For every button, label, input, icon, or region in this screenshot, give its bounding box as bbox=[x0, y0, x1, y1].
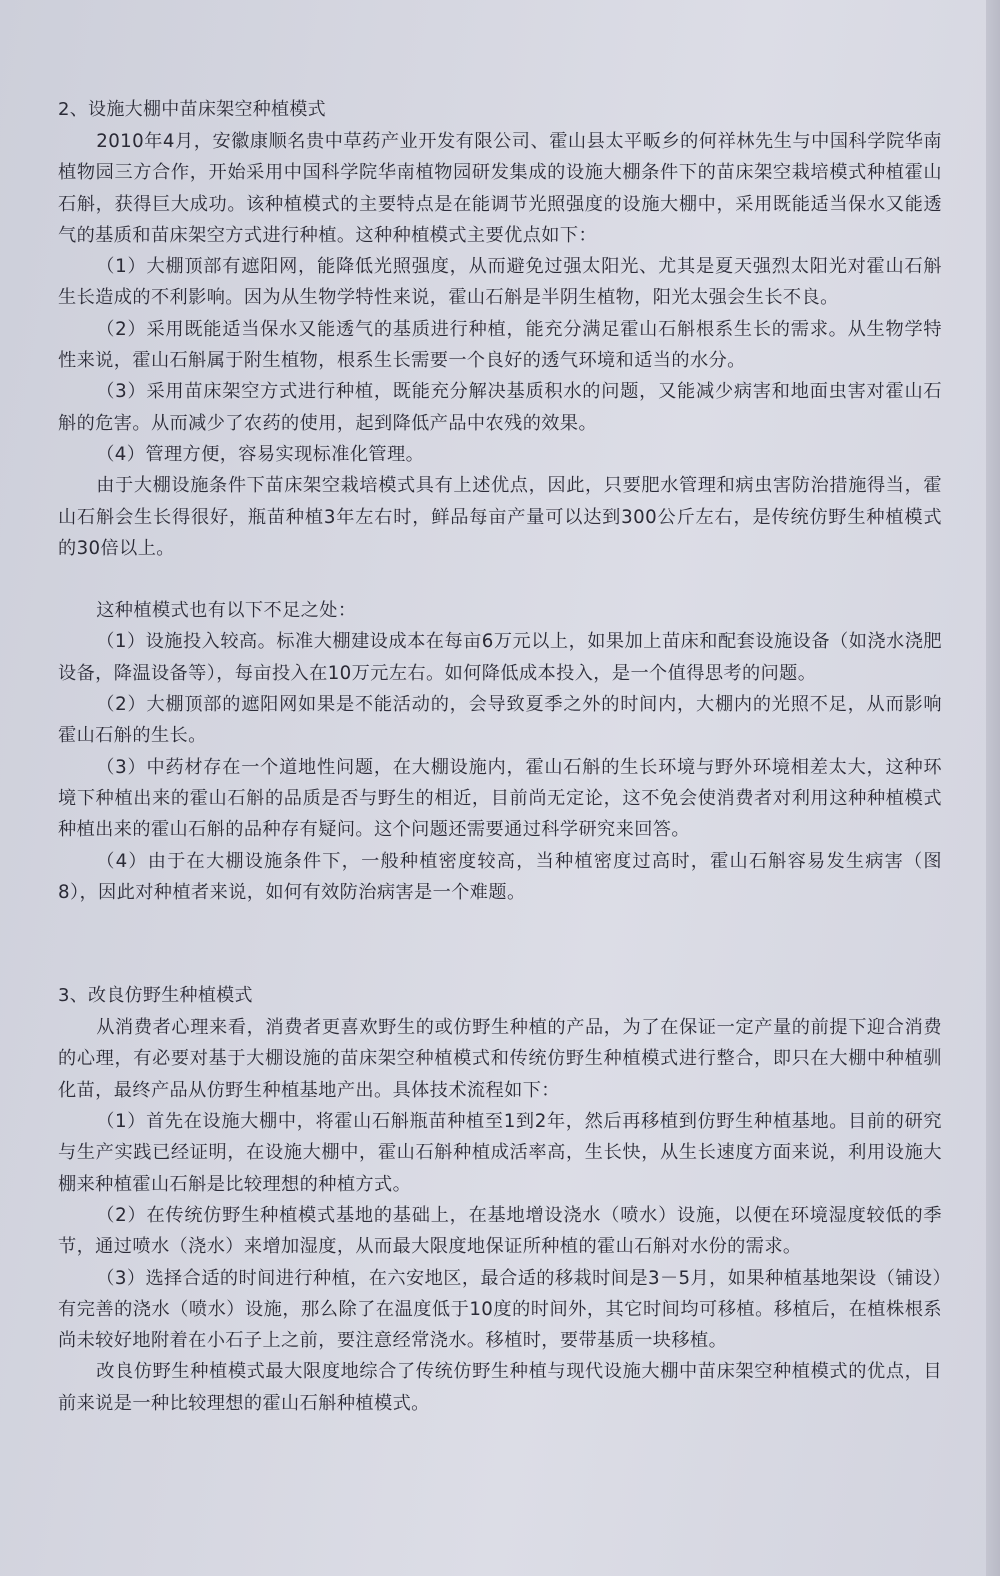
shortcomings-intro-paragraph: 这种植模式也有以下不足之处： bbox=[96, 600, 357, 622]
advantage-1-paragraph: （1）大棚顶部有遮阳网，能降低光照强度，从而避免过强太阳光、尤其是夏天强烈太阳光对霍山石斛生长造成的不利影响。因为从生物学特性来说，霍山石斛是半阴生植物，阳光太强会生长不良。 bbox=[58, 256, 942, 309]
document-page bbox=[58, 98, 942, 1419]
section-2 bbox=[58, 98, 942, 908]
section-3 bbox=[58, 984, 942, 1419]
advantage-2-paragraph: （2）采用既能适当保水又能透气的基质进行种植，能充分满足霍山石斛根系生长的需求。从生物学特性来说，霍山石斛属于附生植物，根系生长需要一个良好的透气环境和适当的水分。 bbox=[58, 318, 942, 372]
page-edge-shadow bbox=[986, 0, 1000, 1576]
section-2-intro-paragraph: 2010年4月，安徽康顺名贵中草药产业开发有限公司、霍山县太平畈乡的何祥林先生与中国科学院华南植物园三方合作，开始采用中国科学院华南植物园研发集成的设施大棚条件下的苗床架空栽培模式种植霍山石斛，获得巨大成功。该种植模式的主要特点是在能调节光照强度的设施大棚中，采用既能适当保水又能透气的基质和苗床架空方式进行种植。这种种植模式主要优点如下： bbox=[58, 131, 942, 246]
advantage-3-paragraph: （3）采用苗床架空方式进行种植，既能充分解决基质积水的问题，又能减少病害和地面虫害对霍山石斛的危害。从而减少了农药的使用，起到降低产品中农残的效果。 bbox=[58, 381, 942, 434]
section-spacer bbox=[58, 908, 942, 984]
paragraph-spacer bbox=[58, 564, 942, 595]
section-3-conclusion-paragraph: 改良仿野生种植模式最大限度地综合了传统仿野生种植与现代设施大棚中苗床架空种植模式的优点，目前来说是一种比较理想的霍山石斛种植模式。 bbox=[58, 1361, 942, 1414]
section-3-heading: 3、改良仿野生种植模式 bbox=[58, 985, 253, 1007]
section-2-summary-paragraph: 由于大棚设施条件下苗床架空栽培模式具有上述优点，因此，只要肥水管理和病虫害防治措施得当，霍山石斛会生长得很好，瓶苗种植3年左右时，鲜品每亩产量可以达到300公斤左右，是传统仿野生种植模式的30倍以上。 bbox=[58, 475, 942, 559]
step-1-paragraph: （1）首先在设施大棚中，将霍山石斛瓶苗种植至1到2年，然后再移植到仿野生种植基地。目前的研究与生产实践已经证明，在设施大棚中，霍山石斛种植成活率高，生长快，从生长速度方面来说，利用设施大棚来种植霍山石斛是比较理想的种植方式。 bbox=[58, 1111, 942, 1195]
section-3-intro-paragraph: 从消费者心理来看，消费者更喜欢野生的或仿野生种植的产品，为了在保证一定产量的前提下迎合消费的心理，有必要对基于大棚设施的苗床架空种植模式和传统仿野生种植模式进行整合，即只在大棚中种植驯化苗，最终产品从仿野生种植基地产出。具体技术流程如下： bbox=[58, 1017, 942, 1101]
section-2-heading: 2、设施大棚中苗床架空种植模式 bbox=[58, 99, 326, 120]
shortcoming-4-paragraph: （4）由于在大棚设施条件下，一般种植密度较高，当种植密度过高时，霍山石斛容易发生病害（图8），因此对种植者来说，如何有效防治病害是一个难题。 bbox=[58, 850, 942, 903]
advantage-4-paragraph: （4）管理方便，容易实现标准化管理。 bbox=[96, 443, 425, 465]
shortcoming-2-paragraph: （2）大棚顶部的遮阳网如果是不能活动的，会导致夏季之外的时间内，大棚内的光照不足，从而影响霍山石斛的生长。 bbox=[58, 694, 942, 747]
shortcoming-1-paragraph: （1）设施投入较高。标准大棚建设成本在每亩6万元以上，如果加上苗床和配套设施设备（如浇水浇肥设备，降温设备等），每亩投入在10万元左右。如何降低成本投入，是一个值得思考的问题。 bbox=[58, 631, 942, 684]
shortcoming-3-paragraph: （3）中药材存在一个道地性问题，在大棚设施内，霍山石斛的生长环境与野外环境相差太大，这种环境下种植出来的霍山石斛的品质是否与野生的相近，目前尚无定论，这不免会使消费者对利用这种种植模式种植出来的霍山石斛的品种存有疑问。这个问题还需要通过科学研究来回答。 bbox=[58, 756, 942, 841]
step-2-paragraph: （2）在传统仿野生种植模式基地的基础上，在基地增设浇水（喷水）设施，以便在环境湿度较低的季节，通过喷水（浇水）来增加湿度，从而最大限度地保证所种植的霍山石斛对水份的需求。 bbox=[58, 1204, 942, 1258]
step-3-paragraph: （3）选择合适的时间进行种植，在六安地区，最合适的移栽时间是3－5月，如果种植基地架设（铺设）有完善的浇水（喷水）设施，那么除了在温度低于10度的时间外，其它时间均可移植。移植后，在植株根系尚未较好地附着在小石子上之前，要注意经常浇水。移植时，要带基质一块移植。 bbox=[58, 1267, 942, 1352]
